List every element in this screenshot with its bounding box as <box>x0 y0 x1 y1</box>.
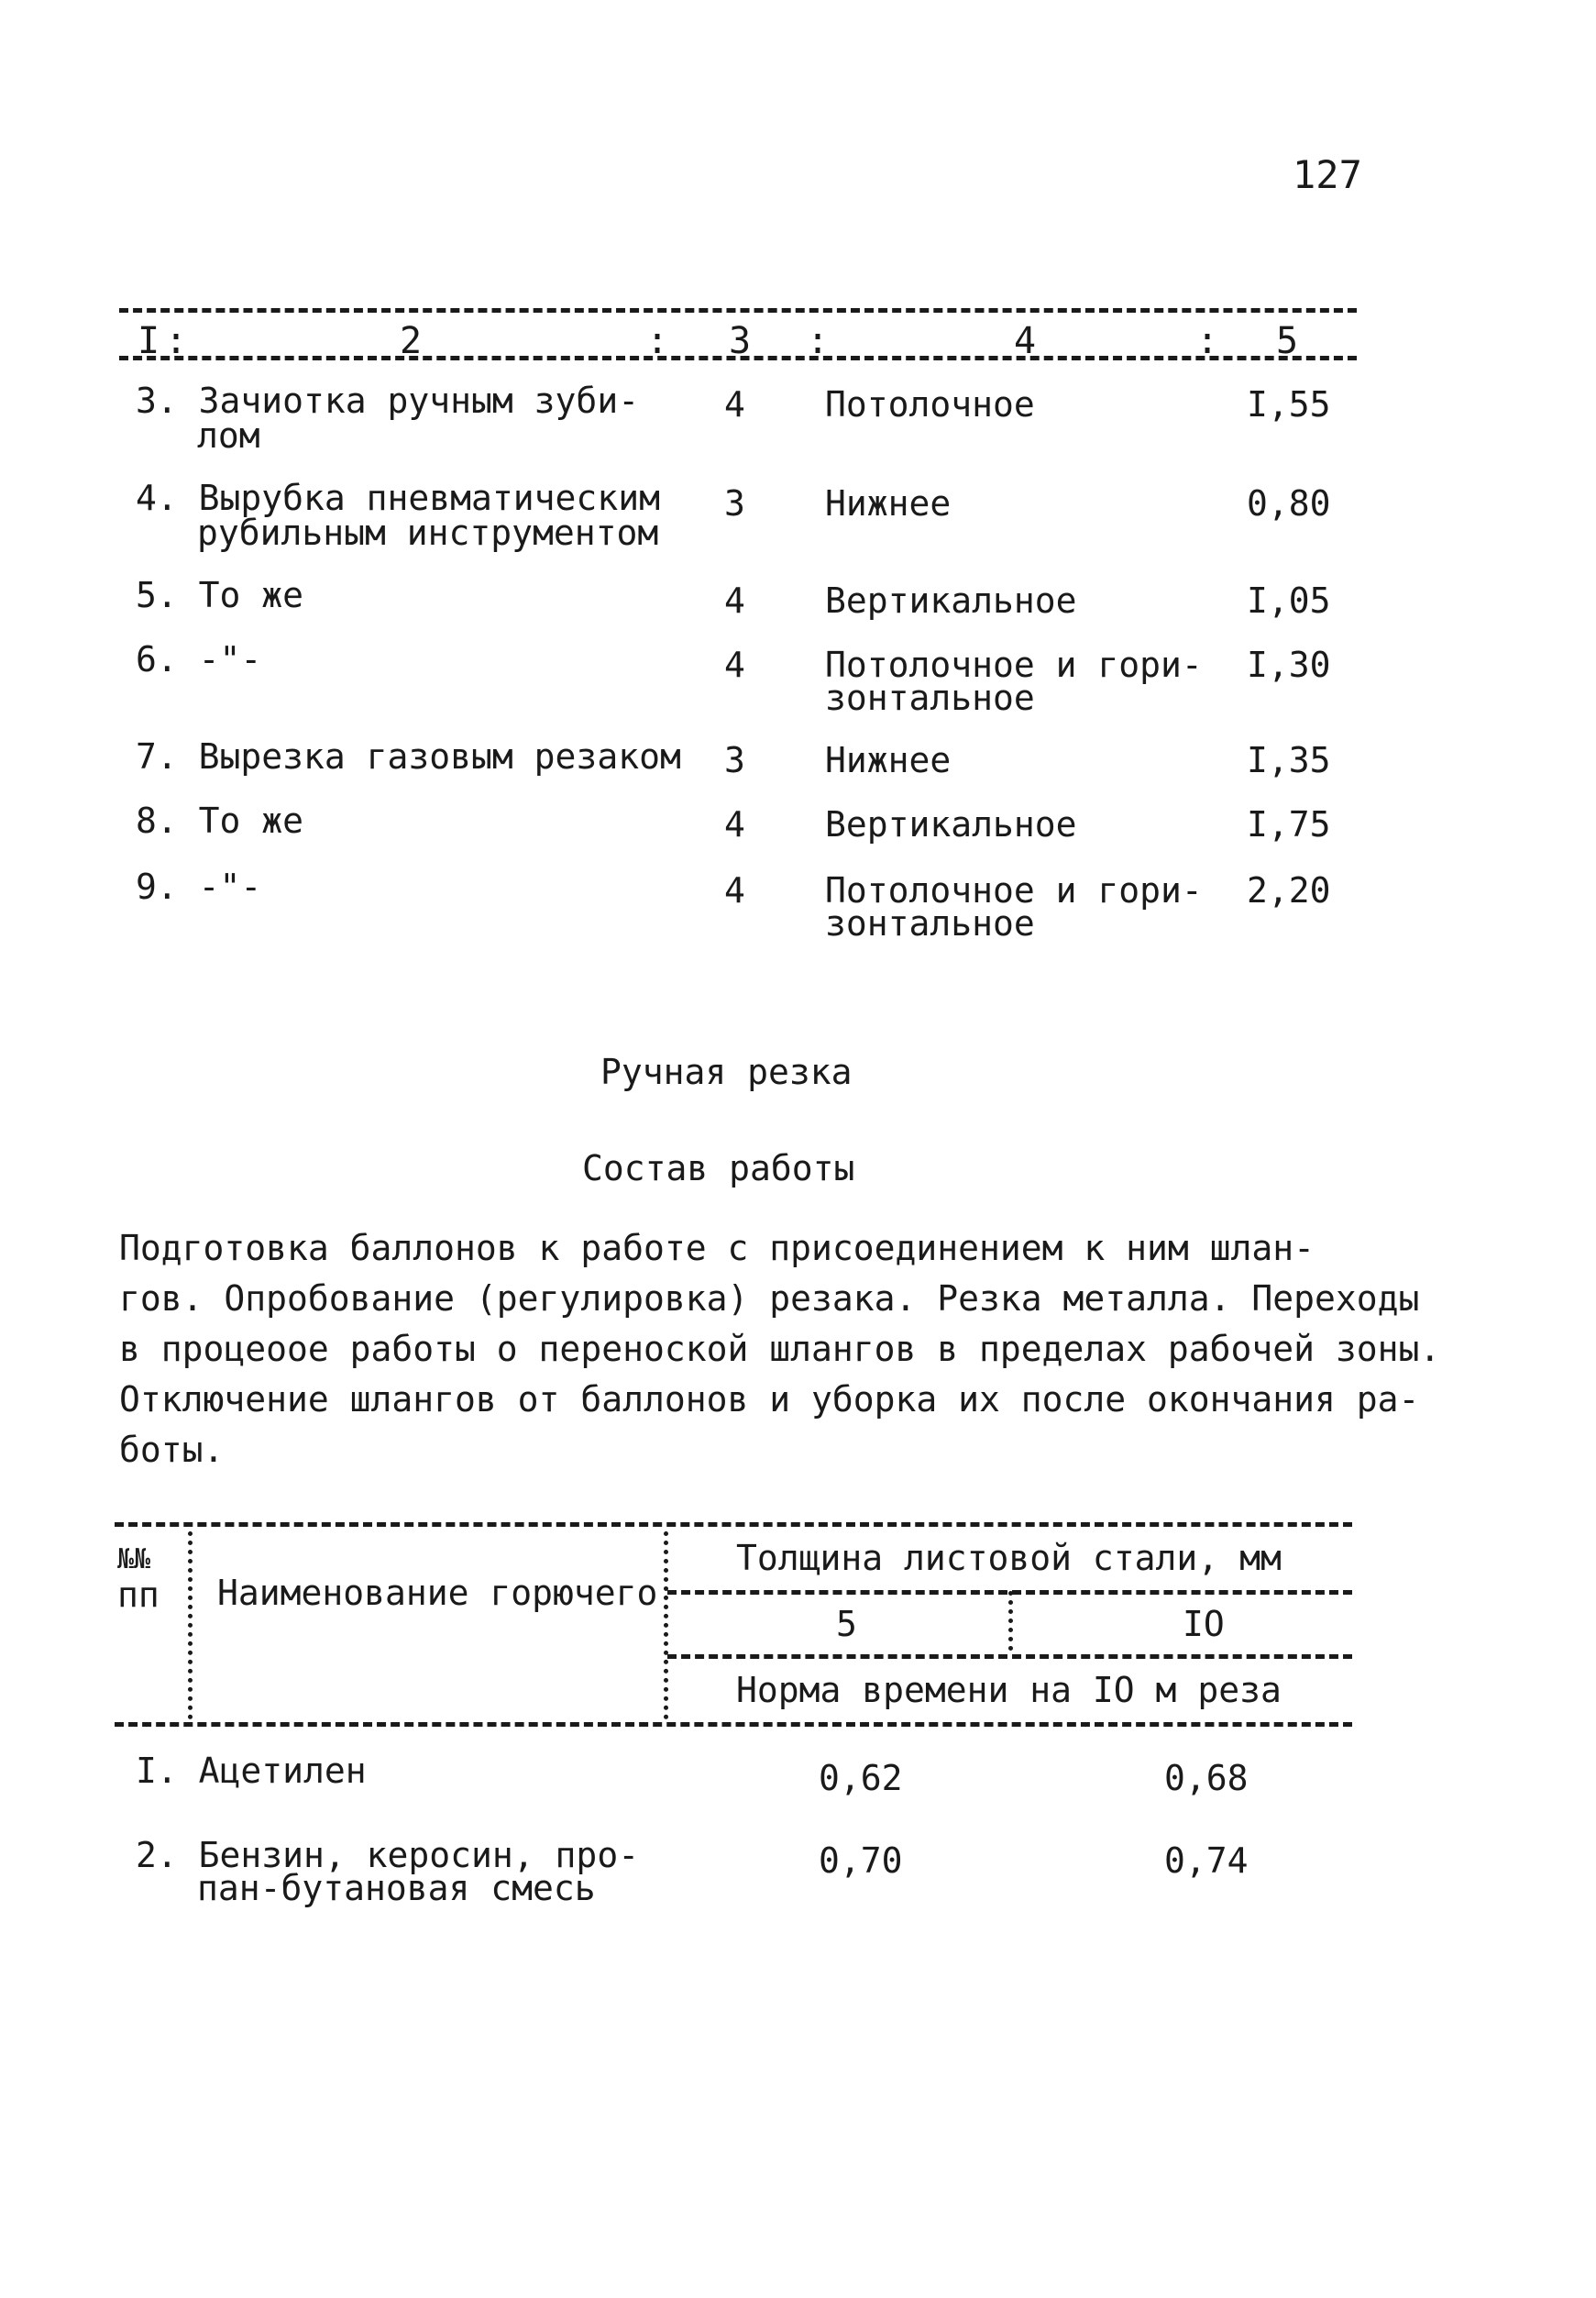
table-2-col-separator <box>1008 1591 1013 1651</box>
header-thickness: Толщина листовой стали, мм <box>736 1538 1282 1578</box>
category: 4 <box>724 804 745 845</box>
fuel-name-cont: пан-бутановая смесь <box>197 1868 596 1908</box>
work-name: 8. То же <box>136 801 304 841</box>
norm: I,35 <box>1247 740 1331 780</box>
category: 3 <box>724 483 745 524</box>
work-name-cont: лом <box>197 415 260 456</box>
category: 3 <box>724 740 745 780</box>
position-cont: зонтальное <box>825 903 1035 944</box>
position: Вертикальное <box>825 580 1077 621</box>
work-name: 7. Вырезка газовым резаком <box>136 736 681 777</box>
position: Нижнее <box>825 483 952 524</box>
work-name-cont: рубильным инструментом <box>197 513 659 553</box>
position: Потолочное и гори- <box>825 645 1203 685</box>
col-separator: : <box>646 320 669 362</box>
category: 4 <box>724 580 745 621</box>
table-1-top-rule <box>119 308 1357 313</box>
position: Нижнее <box>825 740 952 780</box>
paragraph-line: боты. <box>119 1430 225 1470</box>
work-name: 3. Зачиотка ручным зуби- <box>136 381 640 421</box>
header-number-cont: пп <box>117 1574 160 1615</box>
table-2-col-separator <box>188 1531 193 1719</box>
norm: 2,20 <box>1247 870 1331 911</box>
work-name: 4. Вырубка пневматическим <box>136 478 660 518</box>
header-col-5: 5 <box>836 1604 857 1644</box>
value-10mm: 0,68 <box>1164 1758 1249 1798</box>
paragraph-line: Подготовка баллонов к работе с присоединением к ним шлан- <box>119 1228 1315 1268</box>
col-number-5: 5 <box>1276 320 1299 362</box>
header-fuel-name: Наименование горючего <box>217 1573 658 1613</box>
work-name: 9. -"- <box>136 867 262 907</box>
table-2-header-bottom-rule <box>115 1722 1352 1727</box>
norm: I,05 <box>1247 580 1331 621</box>
paragraph-line: Отключение шлангов от баллонов и уборка их после окончания ра- <box>119 1379 1420 1420</box>
col-number-1: I <box>138 320 160 362</box>
category: 4 <box>724 870 745 911</box>
col-separator: : <box>165 320 188 362</box>
fuel-name: I. Ацетилен <box>136 1751 367 1791</box>
header-col-10: IO <box>1183 1604 1225 1644</box>
category: 4 <box>724 645 745 685</box>
position: Вертикальное <box>825 804 1077 845</box>
norm: I,55 <box>1247 384 1331 425</box>
position-cont: зонтальное <box>825 678 1035 718</box>
category: 4 <box>724 384 745 425</box>
position: Потолочное и гори- <box>825 870 1203 911</box>
value-10mm: 0,74 <box>1164 1840 1249 1881</box>
col-separator: : <box>1196 320 1219 362</box>
col-number-3: 3 <box>729 320 752 362</box>
subsection-title: Состав работы <box>582 1148 855 1188</box>
col-number-2: 2 <box>400 320 423 362</box>
fuel-name: 2. Бензин, керосин, про- <box>136 1835 640 1875</box>
value-5mm: 0,70 <box>819 1840 903 1881</box>
table-2-col-separator <box>664 1531 668 1719</box>
header-norm-label: Норма времени на IO м реза <box>736 1670 1282 1710</box>
paragraph-line: в процеоое работы о переноской шлангов в пределах рабочей зоны. <box>119 1329 1441 1369</box>
col-separator: : <box>807 320 830 362</box>
header-rule <box>667 1654 1352 1659</box>
table-1-header-rule <box>119 356 1357 360</box>
table-2-top-rule <box>115 1522 1352 1527</box>
position: Потолочное <box>825 384 1035 425</box>
header-number: №№ <box>117 1543 151 1575</box>
work-name: 5. То же <box>136 575 304 615</box>
value-5mm: 0,62 <box>819 1758 903 1798</box>
norm: I,75 <box>1247 804 1331 845</box>
section-title: Ручная резка <box>600 1052 853 1092</box>
work-name: 6. -"- <box>136 639 262 679</box>
page-number: 127 <box>1293 152 1362 197</box>
paragraph-line: гов. Опробование (регулировка) резака. Резка металла. Переходы <box>119 1278 1420 1319</box>
header-rule <box>667 1590 1352 1595</box>
norm: I,30 <box>1247 645 1331 685</box>
col-number-4: 4 <box>1014 320 1037 362</box>
norm: 0,80 <box>1247 483 1331 524</box>
